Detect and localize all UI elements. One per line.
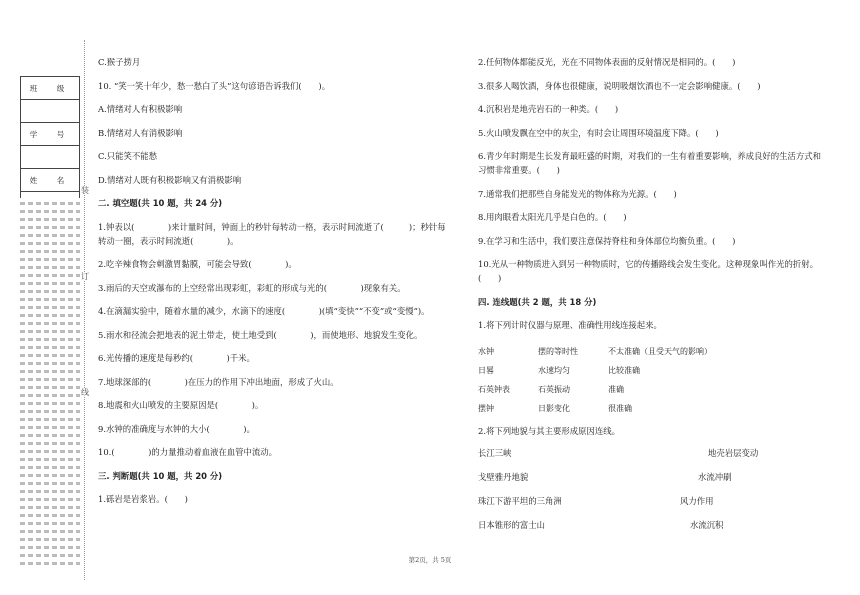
binding-line <box>84 40 85 580</box>
match2-prompt: 2.将下列地貌与其主要形成原因连线。 <box>478 425 620 436</box>
landform-item[interactable]: 长江三峡 <box>478 448 512 458</box>
judge-question: 9.在学习和生活中，我们要注意保持脊柱和身体部位均衡负重。( ) <box>478 235 736 246</box>
left-column <box>98 55 453 516</box>
match-row <box>478 342 758 361</box>
student-id-field: 学 号 <box>21 123 80 146</box>
fill-question: 1.钟表以( )来计量时间，钟面上的秒针每转动一格，表示时间流逝了( )；秒针每转动一圈，表示时间流逝( )。 <box>98 221 446 246</box>
cause-item[interactable]: 地壳岩层变动 <box>708 448 759 458</box>
fill-question: 3.雨后的天空或瀑布的上空经常出现彩虹，彩虹的形成与光的( )现象有关。 <box>98 282 406 293</box>
judge-question: 1.砾岩是岩浆岩。( ) <box>98 494 188 504</box>
q9-option-c: C.猴子捞月 <box>98 57 141 67</box>
name-field: 姓 名 <box>21 169 80 192</box>
instrument[interactable]: 日晷 <box>478 365 494 375</box>
judge-question: 8.用肉眼看太阳光几乎是白色的。( ) <box>478 212 627 222</box>
principle[interactable]: 日影变化 <box>538 403 570 413</box>
fold-label-xian: 线 <box>81 388 89 397</box>
cause-item[interactable]: 水流冲刷 <box>698 472 732 482</box>
fold-label-zhuang: 装 <box>81 186 89 195</box>
student-info-box <box>20 76 80 215</box>
section-match-title: 四. 连线题(共 2 题，共 18 分) <box>478 296 597 307</box>
match2-area <box>478 447 828 542</box>
principle[interactable]: 石英振动 <box>538 384 570 394</box>
accuracy[interactable]: 准确 <box>608 384 624 394</box>
fill-question: 4.在滴漏实验中，随着水量的减少，水滴下的速度( )(填“变快”“不变”或“变慢”)。 <box>98 306 430 316</box>
instrument[interactable]: 摆钟 <box>478 403 494 413</box>
class-field: 班 级 <box>21 77 80 100</box>
landform-item[interactable]: 珠江下游平坦的三角洲 <box>478 496 562 506</box>
fill-question: 2.吃辛辣食物会刺激胃黏膜，可能会导致( )。 <box>98 259 297 269</box>
landform-item[interactable]: 戈壁雅丹地貌 <box>478 472 529 482</box>
fill-question: 8.地震和火山喷发的主要原因是( )。 <box>98 400 264 410</box>
fold-label-ding: 订 <box>81 272 89 281</box>
match-row <box>478 361 758 380</box>
q10-stem: 10. “笑一笑十年少，愁一愁白了头”这句谚语告诉我们( )。 <box>98 80 331 91</box>
match1-prompt: 1.将下列计时仪器与原理、准确性用线连接起来。 <box>478 320 662 330</box>
decorative-pattern <box>20 198 80 570</box>
accuracy[interactable]: 比较准确 <box>608 365 640 375</box>
cause-item[interactable]: 水流沉积 <box>690 520 724 530</box>
judge-question: 5.火山喷发飘在空中的灰尘，有时会让周围环境温度下降。( ) <box>478 127 719 138</box>
match1-table <box>478 342 758 418</box>
judge-question: 3.很多人喝饮酒，身体也很健康，说明吸烟饮酒也不一定会影响健康。( ) <box>478 80 761 91</box>
section-judge-title: 三. 判断题(共 10 题，共 20 分) <box>98 470 223 481</box>
cause-item[interactable]: 风力作用 <box>680 496 714 506</box>
fill-question: 9.水钟的准确度与水钟的大小( )。 <box>98 423 255 434</box>
student-id-value[interactable] <box>21 146 80 169</box>
principle[interactable]: 摆的等时性 <box>538 346 578 356</box>
fill-question: 5.雨水和径流会把地表的泥土带走，使土地受到( )，而使地形、地貌发生变化。 <box>98 329 423 340</box>
principle[interactable]: 水速均匀 <box>538 365 570 375</box>
q10-option-a: A.情绪对人有积极影响 <box>98 104 183 114</box>
instrument[interactable]: 石英钟表 <box>478 384 510 394</box>
accuracy[interactable]: 不太准确（且受天气的影响） <box>608 346 712 356</box>
class-value[interactable] <box>21 100 80 123</box>
student-info-table <box>20 76 80 215</box>
match-row <box>478 380 758 399</box>
judge-question: 6.青少年时期是生长发育最旺盛的时期，对我们的一生有着重要影响，养成良好的生活方式和习惯非常重要。( ) <box>478 151 821 175</box>
q10-option-c: C.只能笑不能愁 <box>98 151 158 161</box>
match-row <box>478 399 758 418</box>
judge-question: 2.任何物体都能反光，光在不同物体表面的反射情况是相同的。( ) <box>478 57 736 67</box>
page-footer: 第2页，共 5页 <box>408 556 452 564</box>
fill-question: 6.光传播的速度是每秒约( )千米。 <box>98 353 255 363</box>
q10-option-d: D.情绪对人既有积极影响又有消极影响 <box>98 174 242 185</box>
judge-question: 10.光从一种物质进入到另一种物质时，它的传播路线会发生变化。这种现象叫作光的折射。( ) <box>478 259 818 283</box>
fill-question: 7.地球深部的( )在压力的作用下冲出地面，形成了火山。 <box>98 376 339 387</box>
fill-question: 10.( )的力量推动着血液在血管中流动。 <box>98 447 277 457</box>
judge-question: 4.沉积岩是地壳岩石的一种类。( ) <box>478 104 619 114</box>
right-column <box>478 55 828 542</box>
q10-option-b: B.情绪对人有消极影响 <box>98 127 183 138</box>
landform-item[interactable]: 日本锥形的富士山 <box>478 520 545 530</box>
section-fill-title: 二. 填空题(共 10 题，共 24 分) <box>98 198 223 208</box>
accuracy[interactable]: 很准确 <box>608 403 632 413</box>
instrument[interactable]: 水钟 <box>478 346 494 356</box>
judge-question: 7.通常我们把那些自身能发光的物体称为光源。( ) <box>478 188 677 199</box>
